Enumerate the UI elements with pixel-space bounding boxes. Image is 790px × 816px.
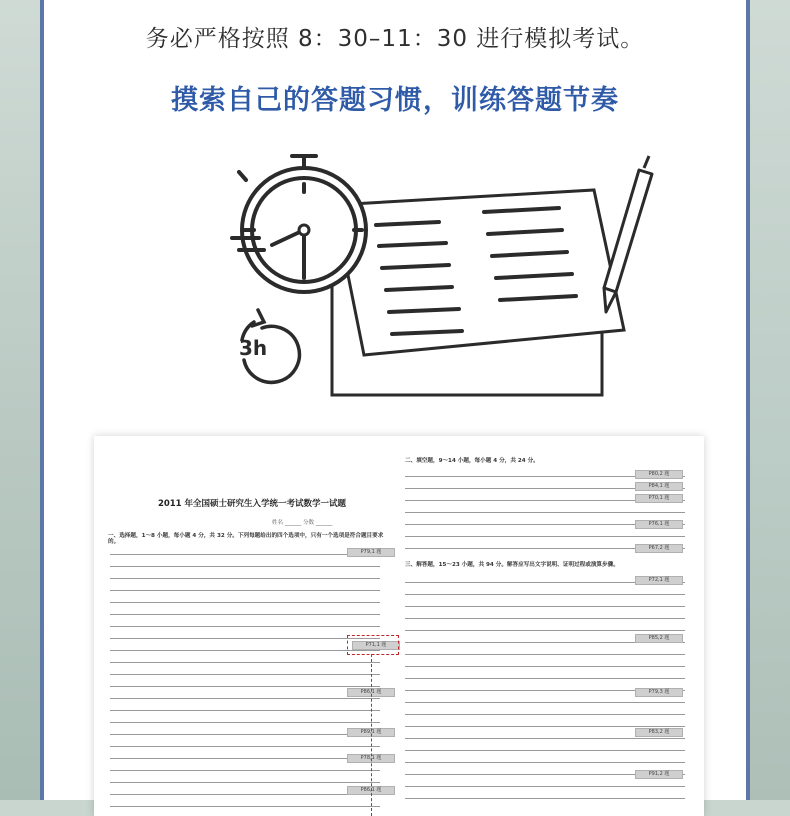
right-landscape-border — [750, 0, 790, 800]
page-ref-tag: P76,1 题 — [635, 520, 683, 529]
page-ref-tag: P72,1 题 — [635, 576, 683, 585]
page-ref-tag: P70,1 题 — [635, 494, 683, 503]
page-ref-tag: P83,2 题 — [635, 728, 683, 737]
exam-paper-preview — [94, 436, 704, 816]
headline: 摸索自己的答题习惯，训练答题节奏 — [171, 85, 619, 116]
page-ref-tag: P78,1 题 — [347, 754, 395, 763]
section-one-heading: 一、选择题，1～8 小题，每小题 4 分，共 32 分。下列每题给出的四个选项中，只有一个选项是符合题目要求的。 — [108, 533, 384, 546]
page-ref-tag: P67,2 题 — [635, 544, 683, 553]
exam-right-column — [399, 436, 694, 816]
stopwatch-icon — [232, 156, 366, 292]
page-ref-tag: P89,1 题 — [347, 728, 395, 737]
highlight-box — [347, 635, 399, 655]
score-label: 分数 — [303, 520, 315, 526]
content-panel — [40, 0, 750, 800]
page-ref-tag: P84,1 题 — [635, 482, 683, 491]
name-label: 姓名 — [272, 520, 284, 526]
section-two-heading: 二、填空题，9～14 小题，每小题 4 分，共 24 分。 — [405, 458, 539, 464]
document-illustration — [332, 190, 624, 395]
page-ref-tag: P86,1 题 — [347, 786, 395, 795]
exam-title: 2011 年全国硕士研究生入学统一考试数学一试题 — [157, 499, 347, 509]
page-ref-tag: P80,2 题 — [635, 470, 683, 479]
name-score-line: 姓名 ______ 分数 ______ — [272, 520, 333, 526]
page-ref-tag: P86,1 题 — [347, 688, 395, 697]
page-ref-tag-highlighted: P71,1 题 — [352, 641, 400, 650]
page-ref-tag: P79,3 题 — [635, 688, 683, 697]
exam-instruction: 务必严格按照 8：30–11：30 进行模拟考试。 — [145, 26, 645, 52]
timer-label: 3h — [239, 336, 268, 360]
timer-and-paper-illustration — [184, 150, 674, 410]
page-ref-tag: P79,1 题 — [347, 548, 395, 557]
pen-icon — [604, 156, 652, 312]
highlight-connector — [371, 654, 372, 816]
page-ref-tag: P85,2 题 — [635, 634, 683, 643]
page-ref-tag: P91,2 题 — [635, 770, 683, 779]
left-landscape-border — [0, 0, 40, 800]
exam-left-column — [102, 436, 397, 816]
section-three-heading: 三、解答题，15～23 小题，共 94 分。解答应写出文字说明、证明过程或演算步骤。 — [405, 562, 619, 568]
